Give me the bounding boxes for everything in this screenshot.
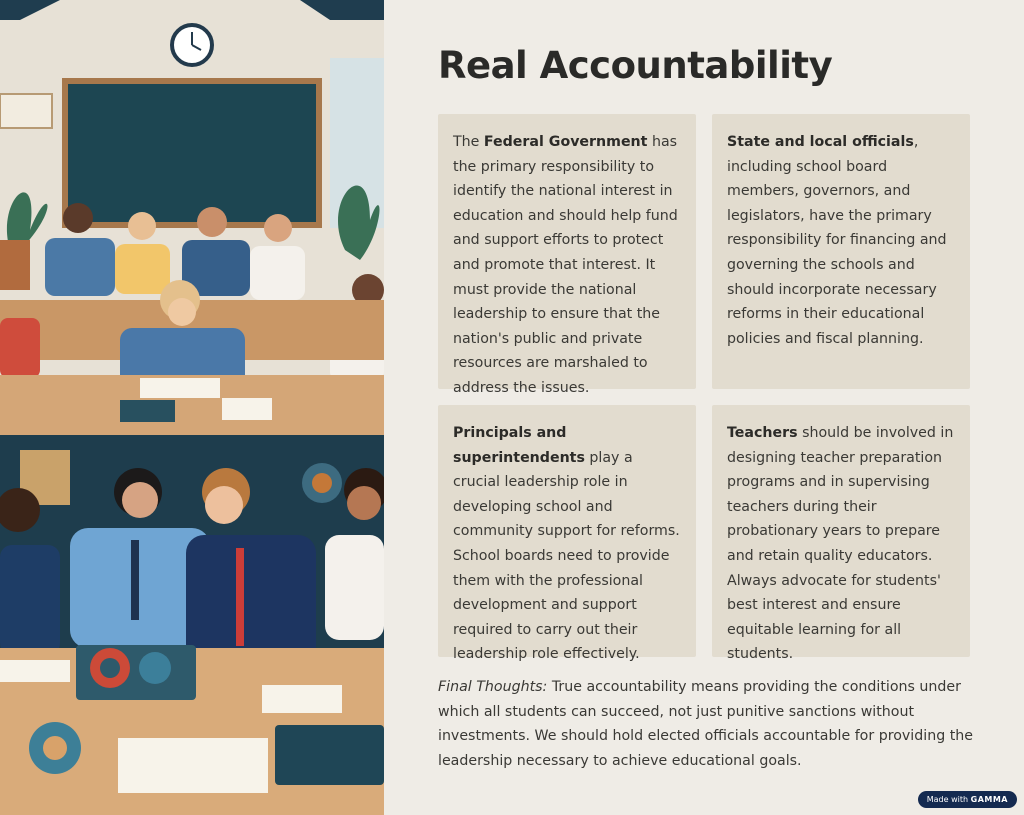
gamma-logo-text: GAMMA [970,795,1008,804]
principals-superintendents-card [438,405,696,663]
card-body: , including school board members, governors, and legislators, have the primary responsibility for financing and governing the schools and should incorporate necessary reforms in their educational policies and fiscal planning. [727,134,947,347]
classroom-illustration [0,0,384,815]
clock-icon [172,25,212,65]
final-thoughts-label: Final Thoughts: [438,679,548,695]
card-lead: State and local officials [727,134,914,150]
federal-government-card [438,114,696,396]
badge-prefix: Made with [926,795,971,804]
final-thoughts [438,675,988,773]
card-body: has the primary responsibility to identify the national interest in education and should help fund and support efforts to protect and promote that interest. It must provide the national leadership to ensure that the nation's public and private resources are marshaled to address the issues. [453,134,678,396]
card-lead: Federal Government [483,134,648,150]
card-body: should be involved in designing teacher preparation programs and in supervising teachers during their probationary years to prepare and retain quality educators. Always advocate for students' best interest and ensure equitable learning for all students. [727,425,954,663]
made-with-gamma-badge[interactable] [918,791,1017,808]
teachers-card [712,405,970,663]
final-thoughts-text: True accountability means providing the conditions under which all students can succeed, not just punitive sanctions without investments. We should hold elected officials accountable for providing the leadership necessary to achieve educational goals. [438,679,973,769]
card-lead: Teachers [727,425,798,441]
page-title: Real Accountability [438,44,833,87]
card-lead: Principals and superintendents [453,425,585,466]
card-prefix: The [453,134,484,150]
state-local-officials-card [712,114,970,389]
content-panel [384,0,1024,815]
card-body: play a crucial leadership role in developing school and community support for reforms. School boards need to provide them with the professional development and support required to carry out their leadership role effectively. [453,449,680,663]
